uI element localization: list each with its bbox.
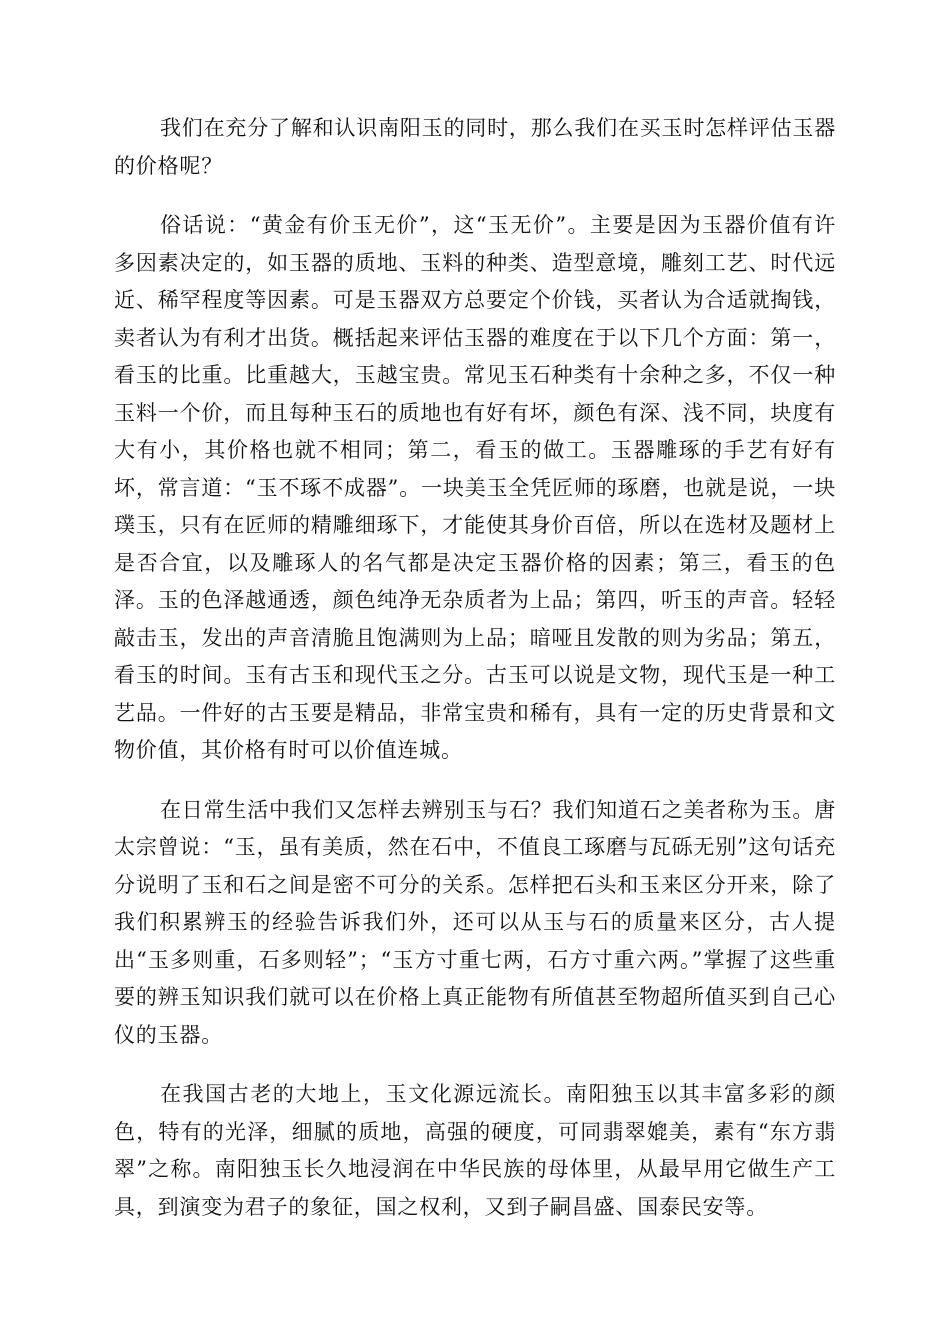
paragraph-4: 在我国古老的大地上，玉文化源远流长。南阳独玉以其丰富多彩的颜色，特有的光泽，细腻的质地，高强的硬度，可同翡翠媲美，素有“东方翡翠”之称。南阳独玉长久地浸润在中华民族的母体里，从最早用它做生产工具，到演变为君子的象征，国之权利，又到子嗣昌盛、国泰民安等。 <box>114 1082 836 1219</box>
article-body <box>114 110 836 1248</box>
paragraph-1: 我们在充分了解和认识南阳玉的同时，那么我们在买玉时怎样评估玉器的价格呢？ <box>114 116 836 178</box>
paragraph-2: 俗话说：“黄金有价玉无价”，这“玉无价”。主要是因为玉器价值有许多因素决定的，如玉器的质地、玉料的种类、造型意境，雕刻工艺、时代远近、稀罕程度等因素。可是玉器双方总要定个价钱，买者认为合适就掏钱，卖者认为有利才出货。概括起来评估玉器的难度在于以下几个方面：第一，看玉的比重。比重越大，玉越宝贵。常见玉石种类有十余种之多，不仅一种玉料一个价，而且每种玉石的质地也有好有坏，颜色有深、浅不同，块度有大有小，其价格也就不相同；第二，看玉的做工。玉器雕琢的手艺有好有坏，常言道：“玉不琢不成器”。一块美玉全凭匠师的琢磨，也就是说，一块璞玉，只有在匠师的精雕细琢下，才能使其身价百倍，所以在选材及题材上是否合宜，以及雕琢人的名气都是决定玉器价格的因素；第三，看玉的色泽。玉的色泽越通透，颜色纯净无杂质者为上品；第四，听玉的声音。轻轻敲击玉，发出的声音清脆且饱满则为上品；暗哑且发散的则为劣品；第五，看玉的时间。玉有古玉和现代玉之分。古玉可以说是文物，现代玉是一种工艺品。一件好的古玉要是精品，非常宝贵和稀有，具有一定的历史背景和文物价值，其价格有时可以价值连城。 <box>114 213 836 762</box>
paragraph-3: 在日常生活中我们又怎样去辨别玉与石？我们知道石之美者称为玉。唐太宗曾说：“玉，虽有美质，然在石中，不值良工琢磨与瓦砾无别”这句话充分说明了玉和石之间是密不可分的关系。怎样把石头和玉来区分开来，除了我们积累辨玉的经验告诉我们外，还可以从玉与石的质量来区分，古人提出“玉多则重，石多则轻”；“玉方寸重七两，石方寸重六两。”掌握了这些重要的辨玉知识我们就可以在价格上真正能物有所值甚至物超所值买到自己心仪的玉器。 <box>114 797 836 1047</box>
